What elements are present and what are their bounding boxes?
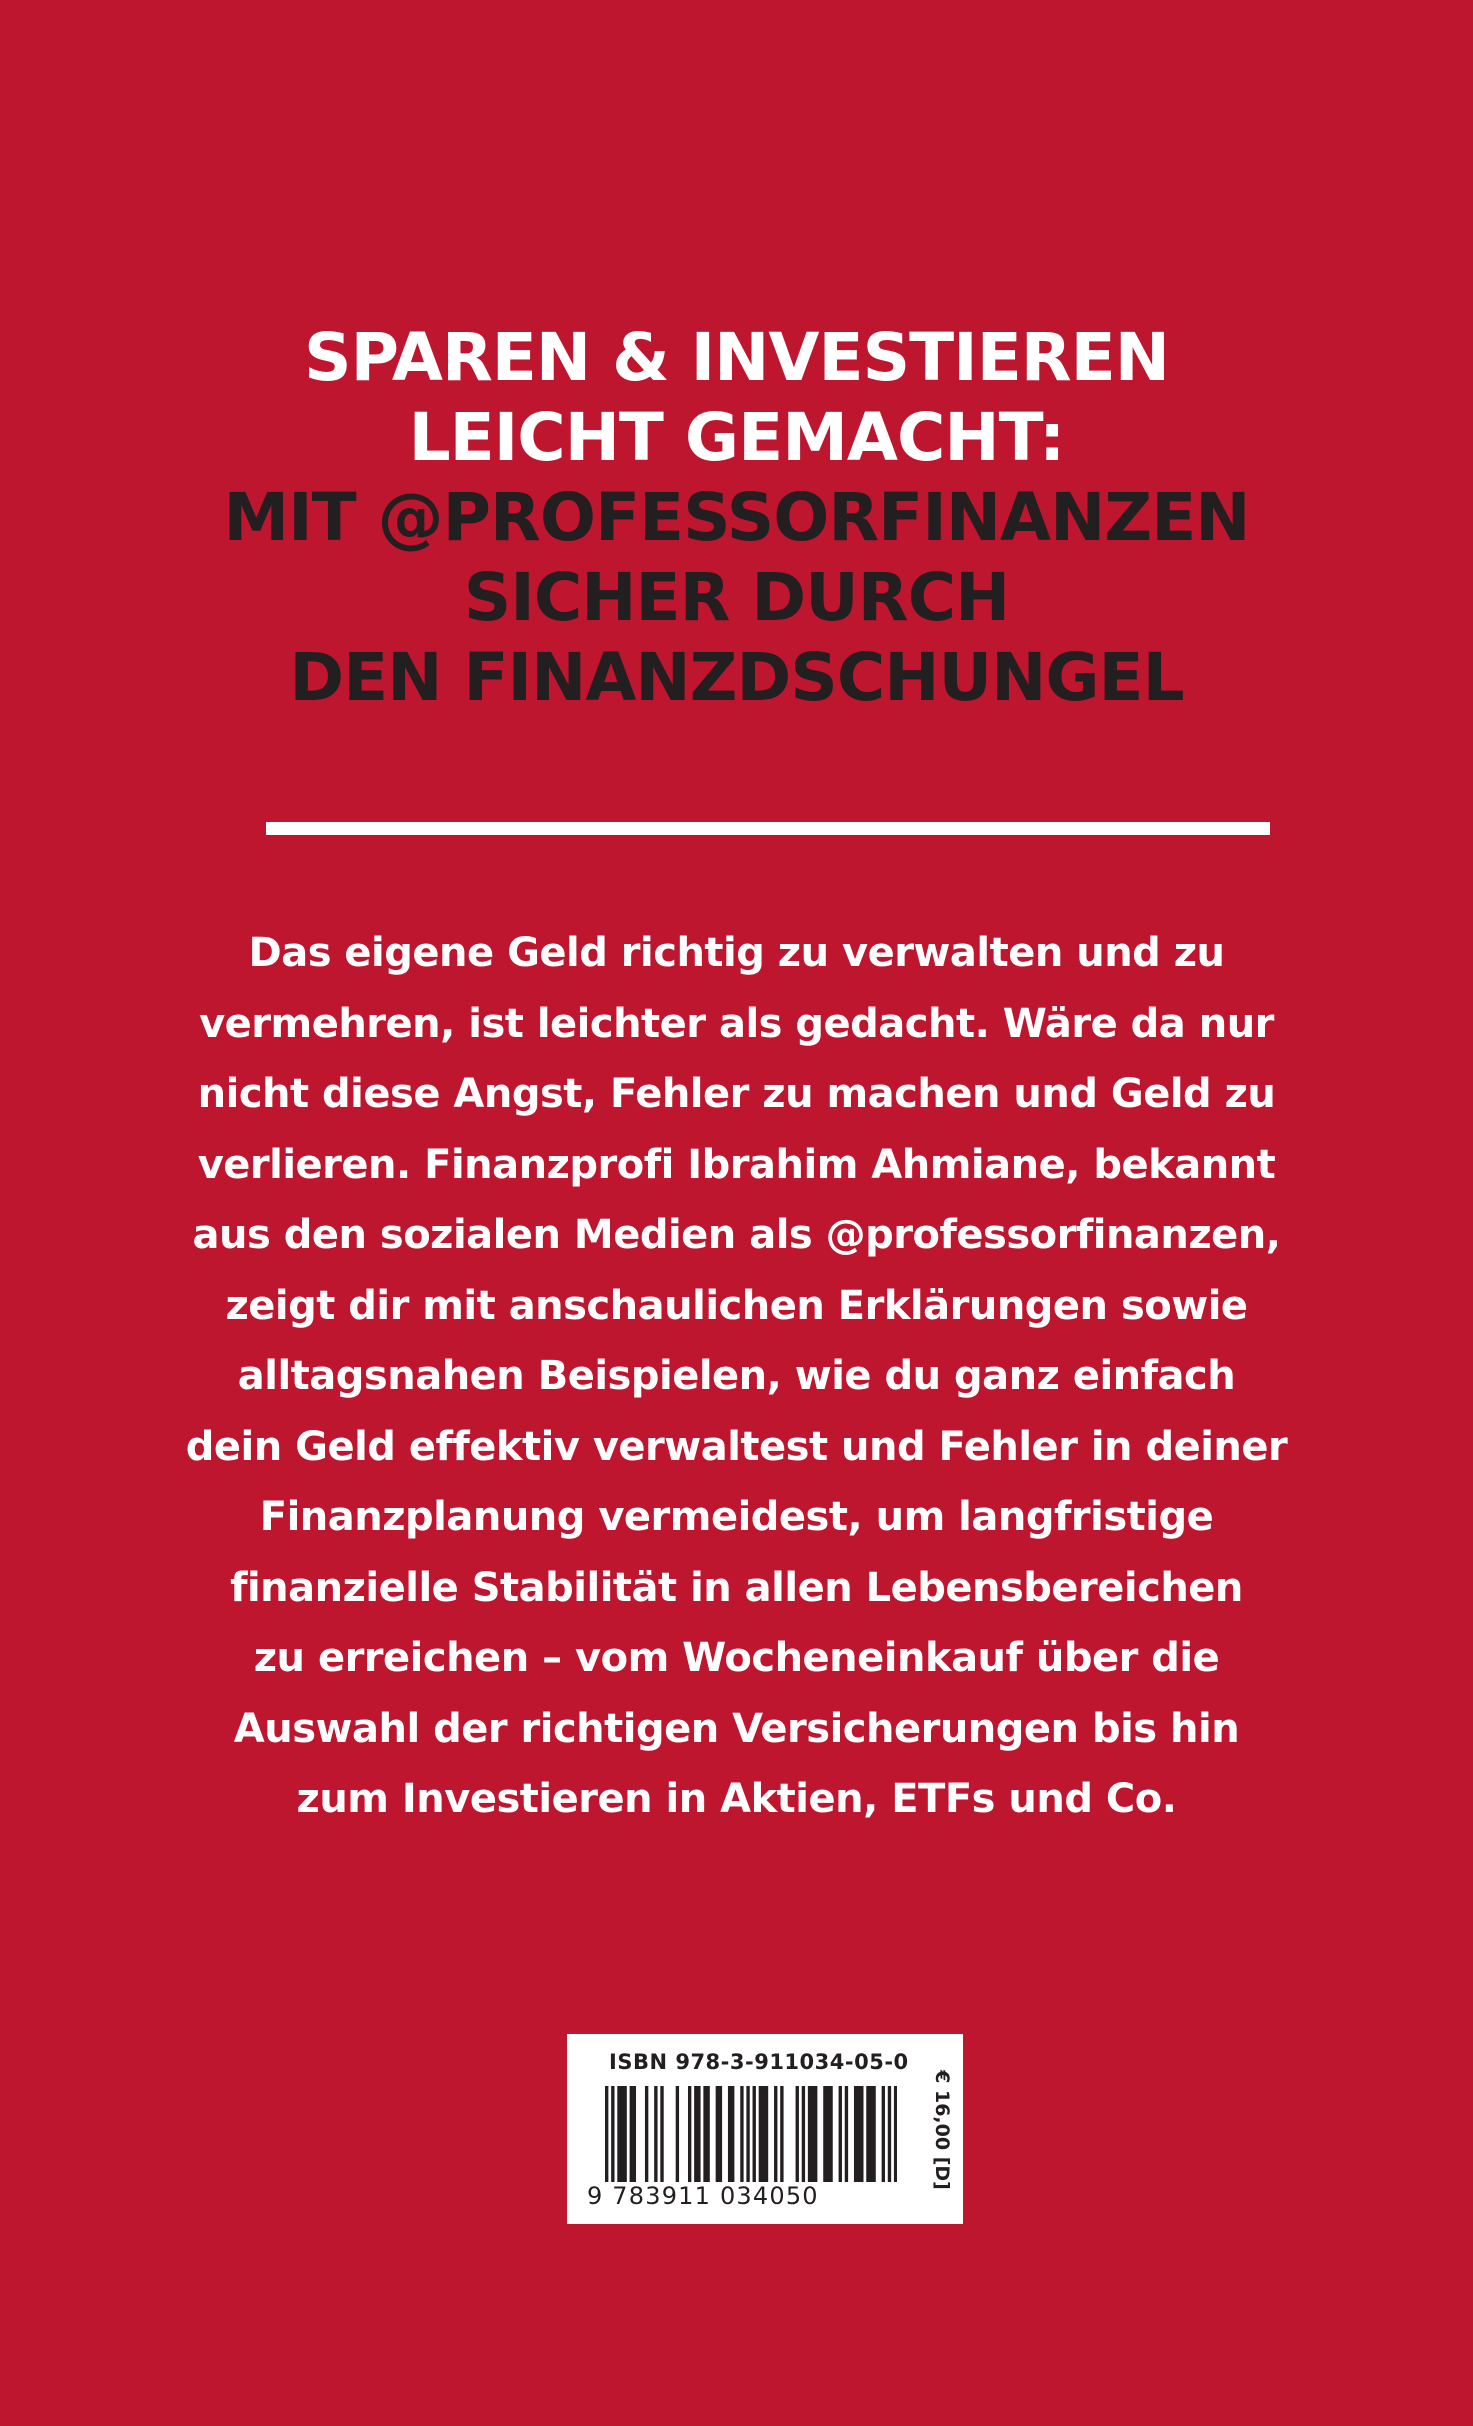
barcode-bar (620, 2086, 623, 2182)
blurb-line: zeigt dir mit anschaulichen Erklärungen sowie (225, 1282, 1248, 1329)
barcode-bar (630, 2086, 633, 2182)
ean-number: 9 783911 034050 (587, 2182, 819, 2210)
barcode-image (605, 2086, 897, 2182)
barcode-bar (869, 2086, 872, 2182)
blurb-line: vermehren, ist leichter als gedacht. Wäre da nur (199, 1000, 1274, 1047)
divider-rule (266, 822, 1270, 835)
headline-line: SPAREN & INVESTIEREN (304, 319, 1169, 396)
barcode-bar (866, 2086, 869, 2182)
barcode-bar (645, 2086, 648, 2182)
barcode-bar (872, 2086, 875, 2182)
barcode-bar (759, 2086, 762, 2182)
barcode-bar (894, 2086, 897, 2182)
isbn-label: ISBN 978-3-911034-05-0 (609, 2050, 909, 2074)
barcode-bar (882, 2086, 885, 2182)
barcode-bar (703, 2086, 706, 2182)
barcode-bar (808, 2086, 811, 2182)
barcode-bar (676, 2086, 679, 2182)
barcode-bar (688, 2086, 691, 2182)
barcode-bar (753, 2086, 756, 2182)
barcode-bar (765, 2086, 768, 2182)
barcode-bar (860, 2086, 863, 2182)
blurb-line: Das eigene Geld richtig zu verwalten und zu (248, 930, 1225, 976)
headline-line: DEN FINANZDSCHUNGEL (289, 639, 1184, 716)
headline-line: MIT @PROFESSORFINANZEN (223, 479, 1250, 556)
barcode-bar (719, 2086, 722, 2182)
blurb-line: alltagsnahen Beispielen, wie du ganz einfach (237, 1353, 1236, 1399)
barcode-bar (660, 2086, 663, 2182)
blurb-line: nicht diese Angst, Fehler zu machen und Geld zu (197, 1071, 1276, 1117)
barcode-bar (826, 2086, 829, 2182)
blurb-line: finanzielle Stabilität in allen Lebensbereichen (230, 1564, 1243, 1611)
blurb-text (0, 918, 1473, 1835)
barcode-bar (654, 2086, 657, 2182)
barcode-bar (811, 2086, 814, 2182)
barcode-bar (823, 2086, 826, 2182)
barcode-bar (780, 2086, 783, 2182)
barcode-bar (611, 2086, 614, 2182)
barcode-bar (716, 2086, 719, 2182)
barcode-bar (888, 2086, 891, 2182)
barcode-bar (633, 2086, 636, 2182)
blurb-line: aus den sozialen Medien als @professorfinanzen, (192, 1212, 1281, 1258)
blurb-line: zum Investieren in Aktien, ETFs und Co. (296, 1776, 1177, 1822)
blurb-line: zu erreichen – vom Wocheneinkauf über die (253, 1635, 1220, 1681)
barcode-bar (814, 2086, 817, 2182)
barcode-bar (697, 2086, 700, 2182)
barcode-bar (774, 2086, 777, 2182)
barcode-bar (605, 2086, 608, 2182)
barcode-bar (746, 2086, 749, 2182)
barcode-box (567, 2034, 963, 2224)
barcode-bar (623, 2086, 626, 2182)
headline (0, 318, 1473, 718)
blurb-line: dein Geld effektiv verwaltest und Fehler in deiner (185, 1423, 1288, 1470)
barcode-bar (802, 2086, 805, 2182)
barcode-bar (854, 2086, 857, 2182)
blurb-line: verlieren. Finanzprofi Ibrahim Ahmiane, bekannt (197, 1141, 1276, 1188)
price-label: € 16,00 [D] (931, 2070, 953, 2190)
headline-line: LEICHT GEMACHT: (408, 399, 1065, 476)
headline-line: SICHER DURCH (463, 559, 1010, 636)
barcode-bar (845, 2086, 848, 2182)
barcode-bar (706, 2086, 709, 2182)
barcode-bar (617, 2086, 620, 2182)
barcode-bar (796, 2086, 799, 2182)
barcode-bar (731, 2086, 734, 2182)
barcode-bar (829, 2086, 832, 2182)
barcode-bar (740, 2086, 743, 2182)
blurb-line: Finanzplanung vermeidest, um langfristige (259, 1494, 1214, 1540)
barcode-bar (728, 2086, 731, 2182)
barcode-bar (762, 2086, 765, 2182)
barcode-bar (857, 2086, 860, 2182)
barcode-bar (694, 2086, 697, 2182)
barcode-bar (839, 2086, 842, 2182)
blurb-line: Auswahl der richtigen Versicherungen bis hin (233, 1705, 1240, 1752)
